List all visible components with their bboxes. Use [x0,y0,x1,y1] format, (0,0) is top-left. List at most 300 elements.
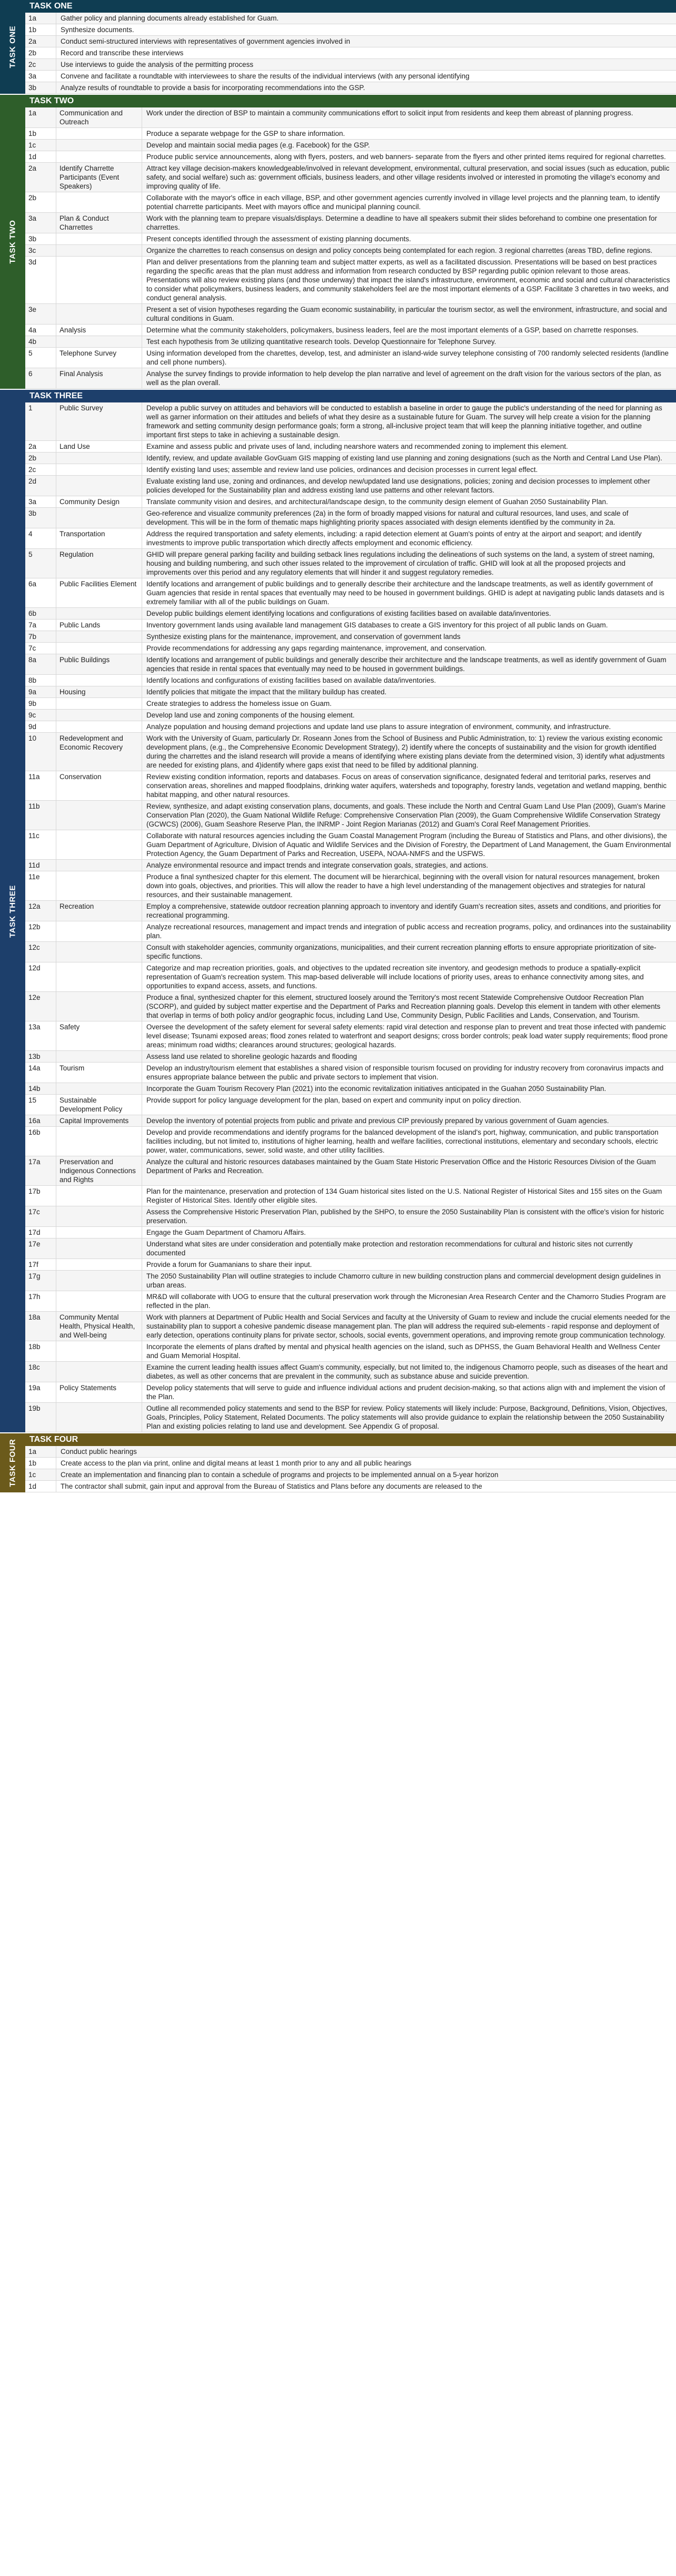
row-topic [56,128,142,139]
table-row [25,1206,676,1227]
row-id: 17g [28,1272,41,1280]
row-id: 17d [28,1228,41,1236]
table-row [25,1341,676,1362]
row-description: Work with the University of Guam, particularly Dr. Roseann Jones from the School of Business and Public Administration, to: 1) review the various existing economic development plans, (e.g., the Comprehensive Economic Development Strategy), 2) identify where the concepts of sustainability and the vision for growth identified during the charrettes and the island research will provide a means of identifying where existing plans deviate from the determined vision, 3) identify what adjustments are needed for existing plans, and 4)identify where gaps exist that need to be filled by additional planning. [146,734,665,769]
row-description: Test each hypothesis from 3e utilizing quantitative research tools. Develop Questionnaire for Telephone Survey. [146,338,496,346]
row-id: 3a [28,214,37,222]
table-row [25,733,676,771]
row-topic [56,698,142,709]
table-row [25,348,676,368]
table-row [25,1382,676,1403]
table-row [25,36,676,47]
row-description: Analyze environmental resource and impact trends and integrate conservation goals, strategies, and actions. [146,861,489,869]
row-topic: Identify Charrette Participants (Event Speakers) [56,163,142,192]
table-row [25,721,676,733]
table-row [25,82,676,94]
row-topic [56,464,142,475]
table-row [25,830,676,860]
table-row [25,643,676,654]
row-description: Work with the planning team to prepare visuals/displays. Determine a deadline to have all speakers submit their slides beforehand to combine one presentation for charrettes. [146,214,658,231]
row-id: 19b [28,1404,41,1412]
row-description: Assess land use related to shoreline geologic hazards and flooding [146,1053,357,1060]
row-description: Plan and deliver presentations from the planning team and subject matter experts, as well as a facilitated discussion. Presentations will be based on best practices regarding the specific areas that the plan must address and information from research conducted by BSP regarding public opinion relevant to those areas. Presentations will also review existing plans (and those underway) that impact the island's infrastructure, environment, economic and social and cultural characteristics to consider what policymakers, business leaders, and community stakeholders feel are the most important elements of a GSP. Facilitate 3 charettes in two weeks, and conduct general analysis. [146,258,670,302]
row-topic [56,830,142,859]
row-description: MR&D will collaborate with UOG to ensure that the cultural preservation work through the Micronesian Area Research Center and the Chamorro Studies Program are reflected in the plan. [146,1293,666,1310]
row-topic: Final Analysis [56,368,142,388]
row-description: Synthesize documents. [56,24,676,35]
row-description: Develop land use and zoning components of the housing element. [146,711,355,719]
row-topic [56,1259,142,1270]
row-description: Produce a final, synthesized chapter for this element, structured loosely around the Territory's most recent Statewide Comprehensive Outdoor Recreation Plan (SCORP), and guided by subject matter expertise and the Department of Parks and Recreation planning goals. Develop this element in tandem with other elements that overlap in terms of both policy and/or geographic focus, including Land Use, Community Design, Public Facilities and Lands, Conservation, and Tourism. [146,994,661,1019]
row-description: Produce a final synthesized chapter for this element. The document will be hierarchical, beginning with the overall vision for natural resources management, broken down into goals, objectives, and priorities. This will allow the reader to have a high level understanding of the management objectives and strategies for natural resources, and their sustainable management. [146,873,660,899]
row-description: Create strategies to address the homeless issue on Guam. [146,700,332,707]
row-id: 18b [28,1343,41,1351]
row-id: 4a [28,326,37,334]
section-rail-label: TASK ONE [8,25,17,68]
row-topic [56,801,142,830]
table-row [25,476,676,496]
row-topic [56,721,142,732]
row-description: Collaborate with the mayor's office in each village, BSP, and other government agencies currently involved in village level projects and the planning team, to identify potential charrette participants. Meet with mayors office and municipal planning council. [146,194,660,211]
row-id: 6b [28,609,37,617]
table-row [25,801,676,830]
table-row [25,1095,676,1115]
table-row [25,1446,676,1458]
row-topic: Capital Improvements [56,1115,142,1126]
row-id: 17e [28,1240,41,1248]
row-topic: Sustainable Development Policy [56,1095,142,1115]
section-rail [0,95,25,389]
row-id: 3e [28,306,37,313]
row-topic: Communication and Outreach [56,107,142,127]
table-row [25,441,676,453]
row-description: Examine and assess public and private uses of land, including nearshore waters and recommended zoning to implement this element. [146,443,568,450]
row-id: 2b [28,194,37,202]
row-id: 1c [28,141,36,149]
row-description: Plan for the maintenance, preservation and protection of 134 Guam historical sites listed on the U.S. National Register of Historical Sites and 155 sites on the Guam Register of Historical Sites. Identify other eligible sites. [146,1187,662,1204]
row-topic [56,476,142,496]
row-topic [56,860,142,871]
row-id: 16a [28,1117,41,1125]
table-row [25,1021,676,1051]
row-topic: Safety [56,1021,142,1050]
row-id: 9d [28,723,37,731]
table-row [25,860,676,871]
row-topic: Community Design [56,496,142,507]
row-id: 1a [28,109,37,117]
row-description: Identify locations and arrangement of public buildings and to generally describe their architecture and the landscape treatments, as well as identify government of Guam agencies that reside in rental spaces that eventually may need to be housed in government buildings. GHID is adept at navigating public lands datasets and is extremely familiar with all of the public buildings on Guam. [146,580,664,606]
row-description: Outline all recommended policy statements and send to the BSP for review. Policy statements will likely include: Purpose, Background, Definitions, Vision, Objectives, Goals, Principles, Policy Statement, Related Documents. The policy statements will also provide guidance to explain the relationship between the 2050 Sustainability Plan and existing policies relating to land use and development. See Appendix G of proposal. [146,1404,668,1430]
row-id: 9c [28,711,36,719]
row-id: 18c [28,1363,40,1371]
row-topic: Redevelopment and Economic Recovery [56,733,142,771]
table-row [25,698,676,710]
row-topic [56,508,142,528]
row-description: Consult with stakeholder agencies, community organizations, municipalities, and their current recreation planning efforts to ensure appropriate prioritization of site-specific functions. [146,943,657,960]
row-description: Understand what sites are under consideration and potentially make protection and restoration recommendations for cultural and historic sites not currently documented [146,1240,633,1257]
table-row [25,549,676,578]
table-row [25,771,676,801]
table-row [25,151,676,163]
row-topic [56,1227,142,1238]
row-description: Collaborate with natural resources agencies including the Guam Coastal Management Program (including the Bureau of Statistics and Plans, and other divisions), the Guam Department of Agriculture, Division of Aquatic and Wildlife Services and the Division of Forestry, the Department of Land Management, the Guam Environmental Protection Agency, the Guam Department of Parks and Recreation, USEPA, NOAA-NMFS and the USFWS. [146,832,671,858]
row-description: Identify locations and arrangement of public buildings and generally describe their architecture and the landscape treatments, as well as identify government of Guam agencies that reside in rental spaces that eventually may need to be housed in government buildings. [146,656,667,673]
row-topic [56,1206,142,1226]
row-id: 1 [28,404,33,412]
row-id: 15 [28,1096,37,1104]
row-description: Identify policies that mitigate the impact that the military buildup has created. [146,688,387,696]
row-topic [56,942,142,962]
row-id: 1b [28,1459,37,1467]
row-id: 10 [28,734,37,742]
row-id: 1a [28,1448,37,1456]
row-description: Present a set of vision hypotheses regarding the Guam economic sustainability, in particular the tourism sector, as well the environment, infrastructure, and social and cultural conditions in Guam. [146,306,667,322]
row-topic: Recreation [56,901,142,921]
section-title: TASK THREE [25,390,676,402]
table-row [25,686,676,698]
row-id: 11e [28,873,40,881]
row-topic: Regulation [56,549,142,578]
row-id: 11a [28,773,40,781]
row-id: 3a [28,72,37,80]
task-section [0,390,676,1433]
row-id: 11b [28,802,40,810]
row-topic: Transportation [56,528,142,548]
row-description: Create access to the plan via print, online and digital means at least 1 month prior to any and all public hearings [56,1458,676,1469]
row-id: 17b [28,1187,41,1195]
row-id: 13a [28,1023,41,1031]
table-row [25,233,676,245]
row-description: Identify existing land uses; assemble and review land use policies, ordinances and decision processes in current legal effect. [146,466,538,474]
row-topic [56,1051,142,1062]
row-description: Oversee the development of the safety element for several safety elements: rapid viral detection and response plan to prevent and treat those infected with pandemic level disease; Tsunami exposed areas; flood zones related to waterfront and seaport designs; cross border controls; peak load water supply requirements; flood prone areas; minimum road widths; clearances around structures; geological hazards. [146,1023,668,1049]
row-description: Incorporate the Guam Tourism Recovery Plan (2021) into the economic revitalization initiatives anticipated in the Guahan 2050 Sustainability Plan. [146,1085,607,1093]
table-row [25,921,676,942]
row-id: 1d [28,1482,37,1490]
task-section [0,0,676,95]
row-id: 5 [28,550,33,558]
row-id: 17h [28,1293,41,1301]
row-topic [56,245,142,256]
row-topic: Public Survey [56,402,142,440]
table-row [25,1312,676,1341]
row-description: Work under the direction of BSP to maintain a community communications effort to solicit input from residents and keep them abreast of planning progress. [146,109,633,117]
table-row [25,140,676,151]
row-description: Develop policy statements that will serve to guide and influence individual actions and prudent decision-making, so that actions align with and implement the vision of the Plan. [146,1384,665,1401]
row-description: The contractor shall submit, gain input and approval from the Bureau of Statistics and Plans before any documents are released to the [56,1481,676,1492]
row-description: Provide a forum for Guamanians to share their input. [146,1261,312,1269]
row-description: Translate community vision and desires, and architectural/landscape design, to the community design element of Guahan 2050 Sustainability Plan. [146,498,608,506]
row-topic [56,233,142,244]
row-description: Geo-reference and visualize community preferences (2a) in the form of broadly mapped visions for natural and cultural resources, land uses, and scale of development. This will be in the form of thematic maps highlighting priority spaces associated with design elements identified by the community in 2a. [146,509,629,526]
table-row [25,1186,676,1206]
row-description: Analyze recreational resources, management and impact trends and integration of public access and recreation programs, policy, and ordinances into the sustainability plan. [146,923,671,940]
row-id: 6 [28,370,33,378]
row-description: Produce public service announcements, along with flyers, posters, and web banners- separate from the flyers and other printed items required for regional charrettes. [146,153,666,161]
row-description: Develop a public survey on attitudes and behaviors will be conducted to establish a baseline in order to gauge the public's understanding of the need for planning as well as garner information on their attitudes and beliefs of what they desire as a sustainable future for Guam. The survey will help create a vision for the planning framework and setting community design performance goals; form a strong, all-inclusive project team that will keep the planning initiative together, and outline important first steps to take in achieving a sustainable design. [146,404,662,439]
row-id: 2c [28,466,36,474]
row-topic [56,140,142,151]
row-description: Conduct public hearings [56,1446,676,1457]
row-id: 2b [28,49,37,57]
row-id: 14a [28,1064,41,1072]
table-row [25,213,676,233]
row-topic [56,992,142,1021]
row-topic: Housing [56,686,142,697]
table-row [25,654,676,675]
table-row [25,1127,676,1156]
row-topic [56,631,142,642]
row-topic [56,1271,142,1291]
row-id: 1a [28,14,37,22]
table-row [25,192,676,213]
row-topic [56,453,142,464]
table-row [25,336,676,348]
row-id: 3b [28,509,37,517]
row-topic: Public Buildings [56,654,142,674]
table-row [25,13,676,24]
section-rail-label: TASK FOUR [8,1439,17,1487]
row-description: Analyze population and housing demand projections and update land use plans to assure integration of environment, community, and infrastructure. [146,723,611,731]
row-topic [56,192,142,212]
row-description: Provide recommendations for addressing any gaps regarding maintenance, improvement, and conservation. [146,644,487,652]
table-row [25,304,676,325]
row-topic [56,1362,142,1382]
row-topic: Land Use [56,441,142,452]
section-title: TASK ONE [25,0,676,13]
row-id: 2d [28,477,37,485]
table-row [25,1083,676,1095]
row-description: Provide support for policy language development for the plan, based on expert and community input on policy direction. [146,1096,522,1104]
row-description: Present concepts identified through the assessment of existing planning documents. [146,235,411,243]
row-id: 2c [28,61,36,68]
table-row [25,1291,676,1312]
section-rail [0,390,25,1432]
table-row [25,1271,676,1291]
row-topic: Conservation [56,771,142,800]
row-topic: Policy Statements [56,1382,142,1402]
section-rail [0,1433,25,1492]
table-row [25,257,676,304]
row-id: 14b [28,1085,41,1093]
task-section [0,95,676,390]
row-topic: Preservation and Indigenous Connections and Rights [56,1156,142,1185]
table-row [25,508,676,528]
table-row [25,325,676,336]
row-id: 4b [28,338,37,346]
row-topic: Community Mental Health, Physical Health, and Well-being [56,1312,142,1341]
row-description: The 2050 Sustainability Plan will outline strategies to include Chamorro culture in new building construction plans and commercial development design guidelines in urban areas. [146,1272,661,1289]
row-id: 1c [28,1471,36,1479]
row-id: 17f [28,1261,38,1269]
table-row [25,24,676,36]
row-topic [56,304,142,324]
row-topic [56,1083,142,1094]
table-row [25,402,676,441]
row-description: GHID will prepare general parking facility and building setback lines regulations including the delineations of such systems on the land, a system of street naming, housing and building numbering, and such other issues related to the improvement of circulation of traffic. GHID will look at all the proposed projects and improvements over this period and any regulatory elements that will hinder it and suggest regulatory remedies. [146,550,655,576]
row-description: Identify, review, and update available GovGuam GIS mapping of existing land use planning and zoning designations (such as the North and Central Land Use Plan). [146,454,662,462]
table-row [25,59,676,71]
row-description: Gather policy and planning documents already established for Guam. [56,13,676,24]
row-topic [56,1238,142,1258]
row-id: 3a [28,498,37,506]
row-id: 9b [28,700,37,707]
row-id: 19a [28,1384,41,1392]
row-topic [56,962,142,991]
table-row [25,1403,676,1432]
row-topic [56,1403,142,1432]
row-topic: Plan & Conduct Charrettes [56,213,142,233]
table-row [25,992,676,1021]
table-row [25,47,676,59]
section-title: TASK TWO [25,95,676,107]
row-description: Address the required transportation and safety elements, including: a rapid detection element at Guam's points of entry at the airport and seaport; and identify investments to improve public transportation which directly affects employment and economic efficiency. [146,530,642,547]
table-row [25,1227,676,1238]
row-description: Develop public buildings element identifying locations and configurations of existing facilities based on available data/inventories. [146,609,551,617]
row-description: Organize the charrettes to reach consensus on design and policy concepts being contemplated for each region. 3 regional charrettes (areas TBD, define regions. [146,247,653,254]
row-id: 12c [28,943,40,951]
row-id: 17c [28,1208,40,1216]
row-id: 1d [28,153,37,161]
row-description: Develop the inventory of potential projects from public and private and previous CIP previously prepared by various government of Guam agencies. [146,1117,609,1125]
table-row [25,163,676,192]
row-description: Inventory government lands using available land management GIS databases to create a GIS inventory for this project of all public lands on Guam. [146,621,608,629]
table-row [25,453,676,464]
row-id: 3b [28,235,37,243]
row-description: Examine the current leading health issues affect Guam's community, especially, but not limited to, the indigenous Chamorro people, such as diseases of the heart and diabetes, as well as other concerns that are prevalent in the community, such as substance abuse and suicide prevention. [146,1363,668,1380]
table-row [25,1481,676,1492]
table-row [25,368,676,389]
row-topic [56,1127,142,1156]
row-topic [56,1291,142,1311]
table-row [25,245,676,257]
row-description: Incorporate the elements of plans drafted by mental and physical health agencies on the island, such as DPHSS, the Guam Behavioral Health and Wellness Center and Guam Memorial Hospital. [146,1343,661,1360]
table-row [25,464,676,476]
table-row [25,871,676,901]
row-description: Evaluate existing land use, zoning and ordinances, and develop new/updated land use designations, policies; zoning and decision processes to implement other policies developed for the Sustainability plan and address existing land use patterns and other relevant factors. [146,477,650,494]
row-id: 11c [28,832,39,840]
row-description: Identify locations and configurations of existing facilities based on available data/inventories. [146,676,436,684]
row-id: 2a [28,37,37,45]
row-id: 13b [28,1053,41,1060]
table-row [25,608,676,620]
row-description: Convene and facilitate a roundtable with interviewees to share the results of the individual interviews (with any personal identifying [56,71,676,82]
row-description: Develop an industry/tourism element that establishes a shared vision of responsible tourism focused on providing for industry recovery from coronavirus impacts and ensures appropriate balance between the public and private sectors to implement that vision. [146,1064,664,1081]
table-row [25,71,676,82]
row-id: 5 [28,349,33,357]
row-description: Analyse the survey findings to provide information to help develop the plan narrative and level of agreement on the draft vision for the various sectors of the plan, as well as the plan overall. [146,370,661,387]
row-description: Analyze results of roundtable to provide a basis for incorporating recommendations into the GSP. [56,82,676,93]
table-row [25,1115,676,1127]
section-rail-label: TASK TWO [8,220,17,264]
row-id: 2a [28,164,37,172]
section-rail-label: TASK THREE [8,884,17,938]
row-topic: Public Facilities Element [56,578,142,607]
row-description: Use interviews to guide the analysis of the permitting process [56,59,676,70]
row-description: Assess the Comprehensive Historic Preservation Plan, published by the SHPO, to ensure the 2050 Sustainability Plan is consistent with the office's vision for historic preservation. [146,1208,664,1225]
row-description: Engage the Guam Department of Chamoru Affairs. [146,1228,306,1236]
row-description: Work with planners at Department of Public Health and Social Services and faculty at the University of Guam to review and include the crucial elements needed for the sustainability plan to support a cohesive pandemic disease management plan. The plan will address the required sub-elements - rapid response and deployment of early detection, operations continuity plans for private sector, schools, social events, government operations, and improving remote group communication technology. [146,1313,670,1339]
row-description: Develop and maintain social media pages (e.g. Facebook) for the GSP. [146,141,370,149]
table-row [25,710,676,721]
section-title: TASK FOUR [25,1433,676,1446]
row-id: 8b [28,676,37,684]
table-row [25,1156,676,1186]
row-description: Review, synthesize, and adapt existing conservation plans, documents, and goals. These include the North and Central Guam Land Use Plan (2009), Guam's Marine Conservation Plan (2020), the Guam National Wildlife Refuge: Comprehensive Conservation Plan (2009), the Guam Comprehensive Wildlife Conservation Strategy (GCWCS) (2006), Guam Seashore Reserve Plan, the INRMP - Joint Region Marianas (2012) and Guam's Coral Reef Management Priorities. [146,802,666,828]
table-row [25,1259,676,1271]
table-row [25,631,676,643]
row-id: 6a [28,580,37,588]
row-description: Analyze the cultural and historic resources databases maintained by the Guam State Historic Preservation Office and the Historic Resources Division of the Guam Department of Parks and Recreation. [146,1158,656,1175]
row-id: 1b [28,130,37,137]
table-row [25,1458,676,1469]
row-id: 16b [28,1128,41,1136]
row-description: Synthesize existing plans for the maintenance, improvement, and conservation of government lands [146,633,461,641]
row-topic: Analysis [56,325,142,336]
row-topic [56,710,142,721]
row-description: Review existing condition information, reports and databases. Focus on areas of conservation significance, designated federal and territorial parks, reserves and conservation areas, shorelines and mapped floodplains, drinking water aquifers, watersheds and topography, forestry lands, vegetation and wetland mapping, benthic habitat mapping, and other natural resources. [146,773,667,799]
table-row [25,1362,676,1382]
row-topic [56,643,142,654]
row-topic [56,871,142,900]
row-description: Employ a comprehensive, statewide outdoor recreation planning approach to inventory and identify Guam's recreation sites, assets and conditions, and priorities for recreational programming. [146,902,661,919]
row-id: 2b [28,454,37,462]
table-row [25,496,676,508]
row-topic [56,608,142,619]
table-row [25,942,676,962]
task-section [0,1433,676,1493]
table-row [25,1238,676,1259]
row-id: 3d [28,258,37,266]
row-topic [56,1186,142,1206]
row-topic: Tourism [56,1063,142,1083]
table-row [25,578,676,608]
table-row [25,1051,676,1063]
row-description: Create an implementation and financing plan to contain a schedule of programs and projects to be implemented annual on a 5-year horizon [56,1469,676,1480]
row-description: Develop and provide recommendations and identify programs for the balanced development of the island's port, highway, communication, and public transportation facilities including, but not limited to, institutions of higher learning, health and welfare facilities, correctional institutions, elementary and secondary schools, electric power, water, communications, sewer, solid waste, and other utility facilities. [146,1128,659,1154]
table-row [25,620,676,631]
table-row [25,528,676,549]
row-id: 3c [28,247,36,254]
row-id: 8a [28,656,37,664]
table-row [25,675,676,686]
row-topic [56,336,142,347]
section-rail [0,0,25,94]
row-id: 3b [28,84,37,92]
row-id: 7c [28,644,36,652]
row-description: Using information developed from the charettes, develop, test, and administer an island-wide survey telephone consisting of 700 randomly selected residents (landline and cell phone numbers). [146,349,669,366]
row-topic [56,151,142,162]
row-id: 9a [28,688,37,696]
row-description: Produce a separate webpage for the GSP to share information. [146,130,345,137]
row-topic [56,257,142,303]
row-topic: Telephone Survey [56,348,142,368]
row-topic [56,1341,142,1361]
table-row [25,1469,676,1481]
row-id: 12e [28,994,41,1001]
table-row [25,1063,676,1083]
row-id: 12b [28,923,41,931]
row-id: 4 [28,530,33,538]
table-row [25,901,676,921]
row-id: 12a [28,902,41,910]
row-description: Attract key village decision-makers knowledgeable/involved in relevant development, environmental, cultural preservation, and social issues (such as education, public safety, and social welfare) such as: government officials, business leaders, and other village residents involved or interested in promoting the village's economy and improving quality of life. [146,164,670,190]
row-id: 7b [28,633,37,641]
row-description: Categorize and map recreation priorities, goals, and objectives to the updated recreation site inventory, and geodesign methods to produce a spatially-explicit representation of Guam's recreation system. This map-based deliverable will include locations of priority uses, areas to enhance connectivity among sites, and opportunities to expand access, assets, and functions. [146,964,644,990]
row-id: 1b [28,26,37,34]
table-row [25,962,676,992]
table-row [25,128,676,140]
